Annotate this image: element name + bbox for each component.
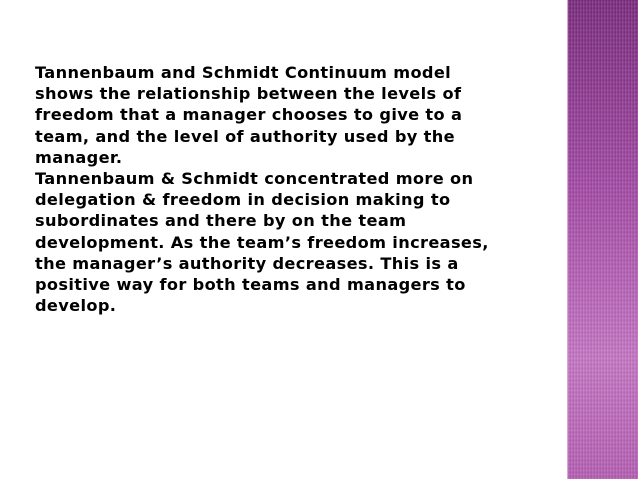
paragraph-model-description [35, 62, 525, 168]
slide-body-text [35, 62, 525, 316]
text-line: the manager’s authority decreases. This is a [35, 253, 459, 273]
text-line: positive way for both teams and managers to [35, 275, 466, 295]
text-line: Tannenbaum & Schmidt concentrated more on [35, 169, 474, 189]
paragraph-delegation-freedom [35, 168, 525, 316]
text-line: delegation & freedom in decision making to [35, 190, 451, 210]
text-line: development. As the team’s freedom increases, [35, 232, 489, 252]
decorative-side-band [568, 0, 638, 479]
text-line: team, and the level of authority used by the [35, 126, 455, 146]
text-line: freedom that a manager chooses to give to a [35, 105, 463, 125]
text-line: subordinates and there by on the team [35, 211, 407, 231]
text-line: manager. [35, 147, 123, 167]
text-line: shows the relationship between the levels of [35, 84, 462, 104]
text-line: Tannenbaum and Schmidt Continuum model [35, 63, 452, 82]
text-line: develop. [35, 296, 117, 316]
